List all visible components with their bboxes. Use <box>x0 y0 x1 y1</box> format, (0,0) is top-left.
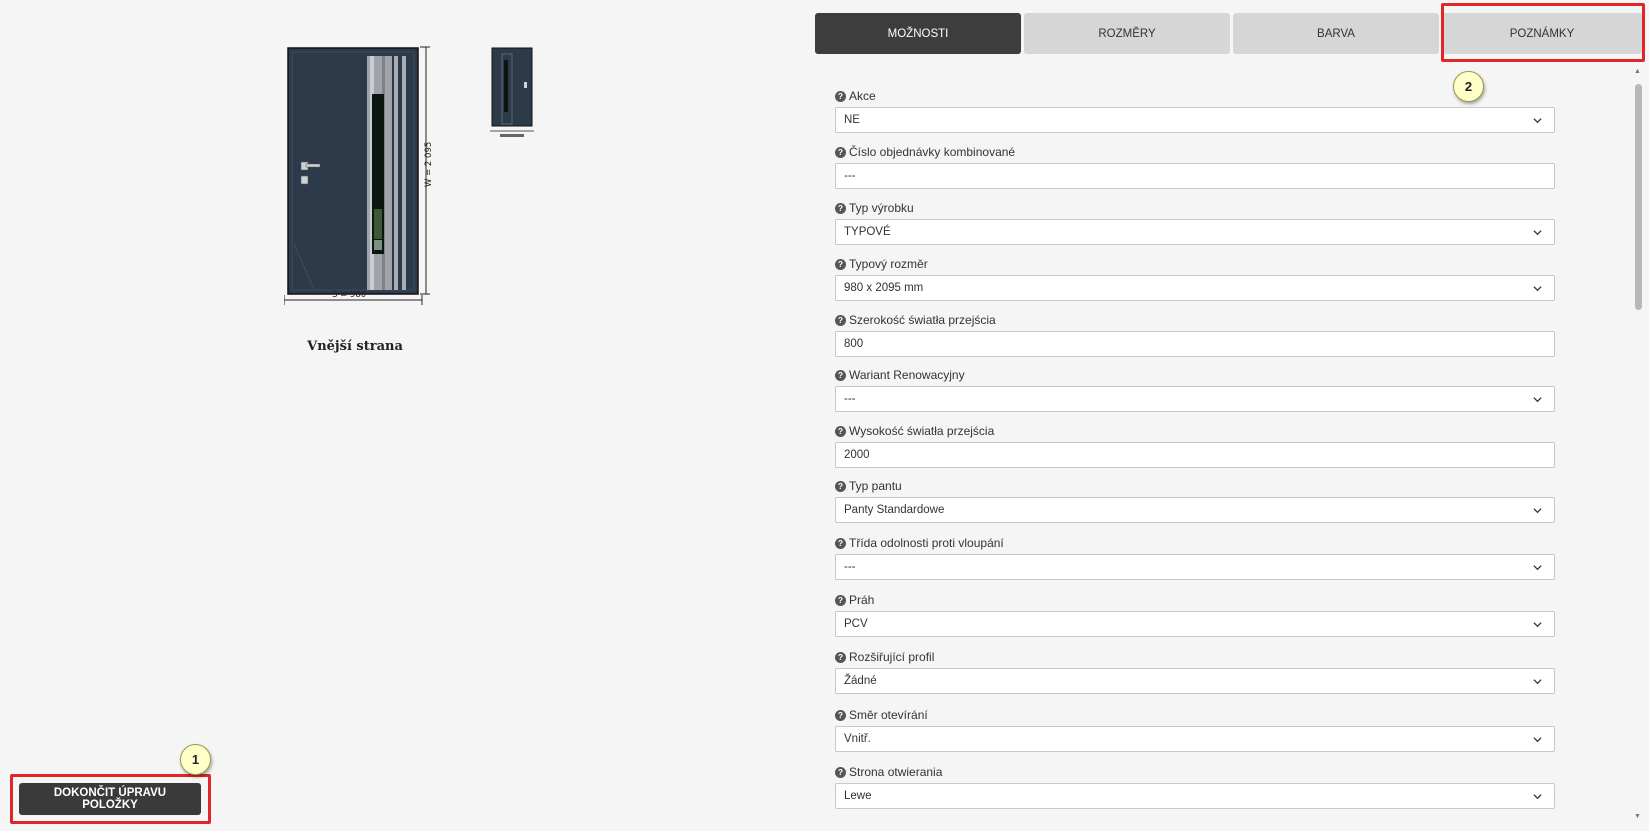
field-label <box>835 424 994 438</box>
field-label-text: Akce <box>849 89 876 103</box>
passage-height-input[interactable] <box>835 442 1555 468</box>
door-main-drawing <box>284 44 434 306</box>
field-label <box>835 89 876 103</box>
field-label-text: Třída odolnosti proti vloupání <box>849 536 1004 550</box>
select-value: PCV <box>844 618 868 630</box>
annotation-marker-1: 1 <box>180 744 211 775</box>
help-icon[interactable]: ? <box>835 595 846 606</box>
field-label-text: Wysokość światła przejścia <box>849 424 995 438</box>
help-icon[interactable]: ? <box>835 767 846 778</box>
select-value: --- <box>844 393 856 405</box>
extension-profile-select[interactable] <box>835 668 1555 694</box>
help-icon[interactable]: ? <box>835 259 846 270</box>
field-label-text: Typ pantu <box>849 479 902 493</box>
help-icon[interactable]: ? <box>835 481 846 492</box>
field-passage-width <box>835 313 1555 367</box>
field-label <box>835 650 934 664</box>
field-opening-side <box>835 765 1555 819</box>
help-icon[interactable]: ? <box>835 203 846 214</box>
tab-color[interactable]: BARVA <box>1233 13 1439 54</box>
field-label-text: Szerokość światła przejścia <box>849 313 996 327</box>
select-value: TYPOVÉ <box>844 226 891 238</box>
field-label-text: Typ výrobku <box>849 201 914 215</box>
select-value: Žádné <box>844 675 877 687</box>
field-label-text: Wariant Renowacyjny <box>849 368 965 382</box>
field-label <box>835 536 1004 550</box>
field-burglary-class <box>835 536 1555 590</box>
field-label <box>835 593 874 607</box>
chevron-down-icon <box>1533 116 1542 125</box>
field-label-text: Rozšiřující profil <box>849 650 935 664</box>
field-label <box>835 201 914 215</box>
help-icon[interactable]: ? <box>835 147 846 158</box>
tab-notes[interactable]: POZNÁMKY <box>1442 13 1642 54</box>
field-label <box>835 145 1015 159</box>
width-dimension-label: S = 980 <box>332 290 367 300</box>
input-value: --- <box>844 170 856 182</box>
chevron-down-icon <box>1533 792 1542 801</box>
help-icon[interactable]: ? <box>835 652 846 663</box>
field-order-number <box>835 145 1555 199</box>
field-label-text: Směr otevírání <box>849 708 928 722</box>
help-icon[interactable]: ? <box>835 426 846 437</box>
standard-size-select[interactable] <box>835 275 1555 301</box>
scroll-down-icon[interactable]: ▼ <box>1634 813 1641 820</box>
scroll-thumb[interactable] <box>1635 84 1642 310</box>
preview-caption: Vnější strana <box>307 339 403 354</box>
field-passage-height <box>835 424 1555 478</box>
input-value: 800 <box>844 338 864 350</box>
field-label-text: Strona otwierania <box>849 765 943 779</box>
finish-editing-button[interactable]: DOKONČIT ÚPRAVU POLOŽKY <box>19 783 201 815</box>
chevron-down-icon <box>1533 395 1542 404</box>
field-label-text: Typový rozměr <box>849 257 928 271</box>
field-label <box>835 765 942 779</box>
field-label-text: Číslo objednávky kombinované <box>849 145 1016 159</box>
chevron-down-icon <box>1533 620 1542 629</box>
input-value: 2000 <box>844 449 870 461</box>
scroll-up-icon[interactable]: ▲ <box>1634 68 1641 75</box>
chevron-down-icon <box>1533 563 1542 572</box>
field-opening-direction <box>835 708 1555 762</box>
help-icon[interactable]: ? <box>835 710 846 721</box>
form-scrollbar[interactable] <box>1632 68 1645 820</box>
field-label <box>835 313 996 327</box>
finish-button-highlight <box>10 774 211 824</box>
annotation-marker-2: 2 <box>1453 71 1484 102</box>
door-thumbnail[interactable] <box>490 46 536 141</box>
tab-options[interactable]: MOŽNOSTI <box>815 13 1021 54</box>
product-type-select[interactable] <box>835 219 1555 245</box>
opening-side-select[interactable] <box>835 783 1555 809</box>
select-value: Panty Standardowe <box>844 504 945 516</box>
help-icon[interactable]: ? <box>835 370 846 381</box>
renovation-variant-select[interactable] <box>835 386 1555 412</box>
chevron-down-icon <box>1533 506 1542 515</box>
field-label-text: Práh <box>849 593 875 607</box>
field-product-type <box>835 201 1555 255</box>
chevron-down-icon <box>1533 228 1542 237</box>
select-value: Vnitř. <box>844 733 871 745</box>
chevron-down-icon <box>1533 677 1542 686</box>
field-label <box>835 368 965 382</box>
field-extension-profile <box>835 650 1555 704</box>
akce-select[interactable] <box>835 107 1555 133</box>
help-icon[interactable]: ? <box>835 91 846 102</box>
hinge-type-select[interactable] <box>835 497 1555 523</box>
threshold-select[interactable] <box>835 611 1555 637</box>
field-hinge-type <box>835 479 1555 533</box>
field-akce <box>835 89 1555 143</box>
field-label <box>835 257 928 271</box>
field-renovation-variant <box>835 368 1555 422</box>
select-value: --- <box>844 561 856 573</box>
chevron-down-icon <box>1533 735 1542 744</box>
chevron-down-icon <box>1533 284 1542 293</box>
burglary-class-select[interactable] <box>835 554 1555 580</box>
height-dimension-label: W = 2 095 <box>424 141 434 187</box>
field-threshold <box>835 593 1555 647</box>
help-icon[interactable]: ? <box>835 538 846 549</box>
tab-dimensions[interactable]: ROZMĚRY <box>1024 13 1230 54</box>
select-value: 980 x 2095 mm <box>844 282 924 294</box>
order-number-input[interactable] <box>835 163 1555 189</box>
select-value: NE <box>844 114 860 126</box>
select-value: Lewe <box>844 790 872 802</box>
passage-width-input[interactable] <box>835 331 1555 357</box>
door-preview-area <box>0 0 810 831</box>
opening-direction-select[interactable] <box>835 726 1555 752</box>
help-icon[interactable]: ? <box>835 315 846 326</box>
field-standard-size <box>835 257 1555 311</box>
field-label <box>835 479 902 493</box>
field-label <box>835 708 928 722</box>
